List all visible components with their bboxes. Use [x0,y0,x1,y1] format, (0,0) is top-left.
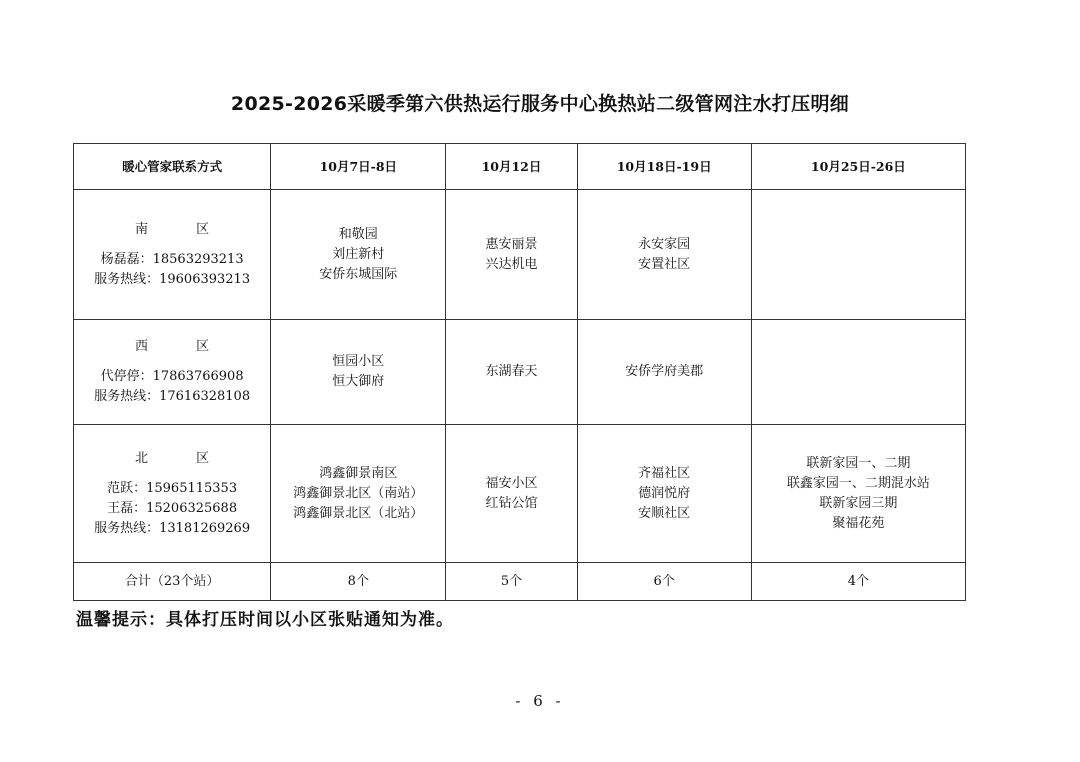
station-name: 恒园小区 [332,354,385,369]
station-name: 安侨学府美郡 [625,364,704,379]
station-cell [271,320,446,425]
header-date-2: 10月12日 [446,144,577,190]
station-cell-empty [751,190,965,320]
total-count: 6个 [577,563,751,601]
station-name: 联鑫家园一、二期混水站 [786,475,930,491]
contact-cell-south [74,190,271,320]
district-name: 北 区 [135,450,232,466]
contact-cell-west [74,320,271,425]
district-name: 南 区 [135,221,232,237]
header-date-1: 10月7日-8日 [271,144,446,190]
pressure-test-schedule-table [73,143,966,601]
table-row-north [74,425,966,563]
contact-line: 代停停：17863766908 [100,369,244,384]
station-name: 永安家园 [638,236,691,252]
contact-line: 服务热线：19606393213 [94,271,251,287]
table-row-south [74,190,966,320]
station-cell [577,190,751,320]
district-name: 西 区 [135,339,232,354]
page-number: - 6 - [515,692,565,710]
station-cell [446,190,577,320]
contact-line: 范跃：15965115353 [107,480,238,496]
station-name: 安侨东城国际 [319,266,398,282]
station-cell [271,425,446,563]
station-cell [446,320,577,425]
reminder-note: 温馨提示：具体打压时间以小区张贴通知为准。 [76,610,454,630]
station-name: 恒大御府 [332,374,385,389]
station-name: 鸿鑫御景北区（南站） [293,485,424,501]
document-title: 2025-2026采暖季第六供热运行服务中心换热站二级管网注水打压明细 [230,93,850,115]
total-label: 合计（23个站） [74,563,271,601]
table-total-row [74,563,966,601]
station-name: 和敬园 [338,226,378,242]
station-name: 安顺社区 [638,505,691,521]
table-row-west [74,320,966,425]
contact-line: 杨磊磊：18563293213 [100,251,244,267]
station-name: 齐福社区 [638,465,691,481]
station-name: 红钻公馆 [485,495,538,511]
station-name: 鸿鑫御景北区（北站） [293,505,424,521]
contact-line: 王磊：15206325688 [107,500,238,516]
station-name: 联新家园一、二期 [806,455,911,471]
station-name: 东湖春天 [485,364,538,379]
table-header-row [74,144,966,190]
station-name: 刘庄新村 [332,246,385,262]
header-date-4: 10月25日-26日 [751,144,965,190]
station-name: 德润悦府 [638,485,691,501]
station-name: 鸿鑫御景南区 [319,465,398,481]
station-cell [577,320,751,425]
station-cell [446,425,577,563]
station-name: 聚福花苑 [832,515,885,531]
header-contact: 暖心管家联系方式 [74,144,271,190]
station-name: 福安小区 [485,475,538,491]
station-name: 安置社区 [638,256,691,272]
total-count: 5个 [446,563,577,601]
station-name: 联新家园三期 [819,495,898,511]
station-cell-empty [751,320,965,425]
contact-cell-north [74,425,271,563]
total-count: 4个 [751,563,965,601]
station-cell [577,425,751,563]
contact-line: 服务热线：13181269269 [94,520,251,536]
station-cell [751,425,965,563]
station-name: 兴达机电 [485,256,538,272]
contact-line: 服务热线：17616328108 [94,389,251,404]
header-date-3: 10月18日-19日 [577,144,751,190]
station-cell [271,190,446,320]
station-name: 惠安丽景 [485,236,538,252]
total-count: 8个 [271,563,446,601]
